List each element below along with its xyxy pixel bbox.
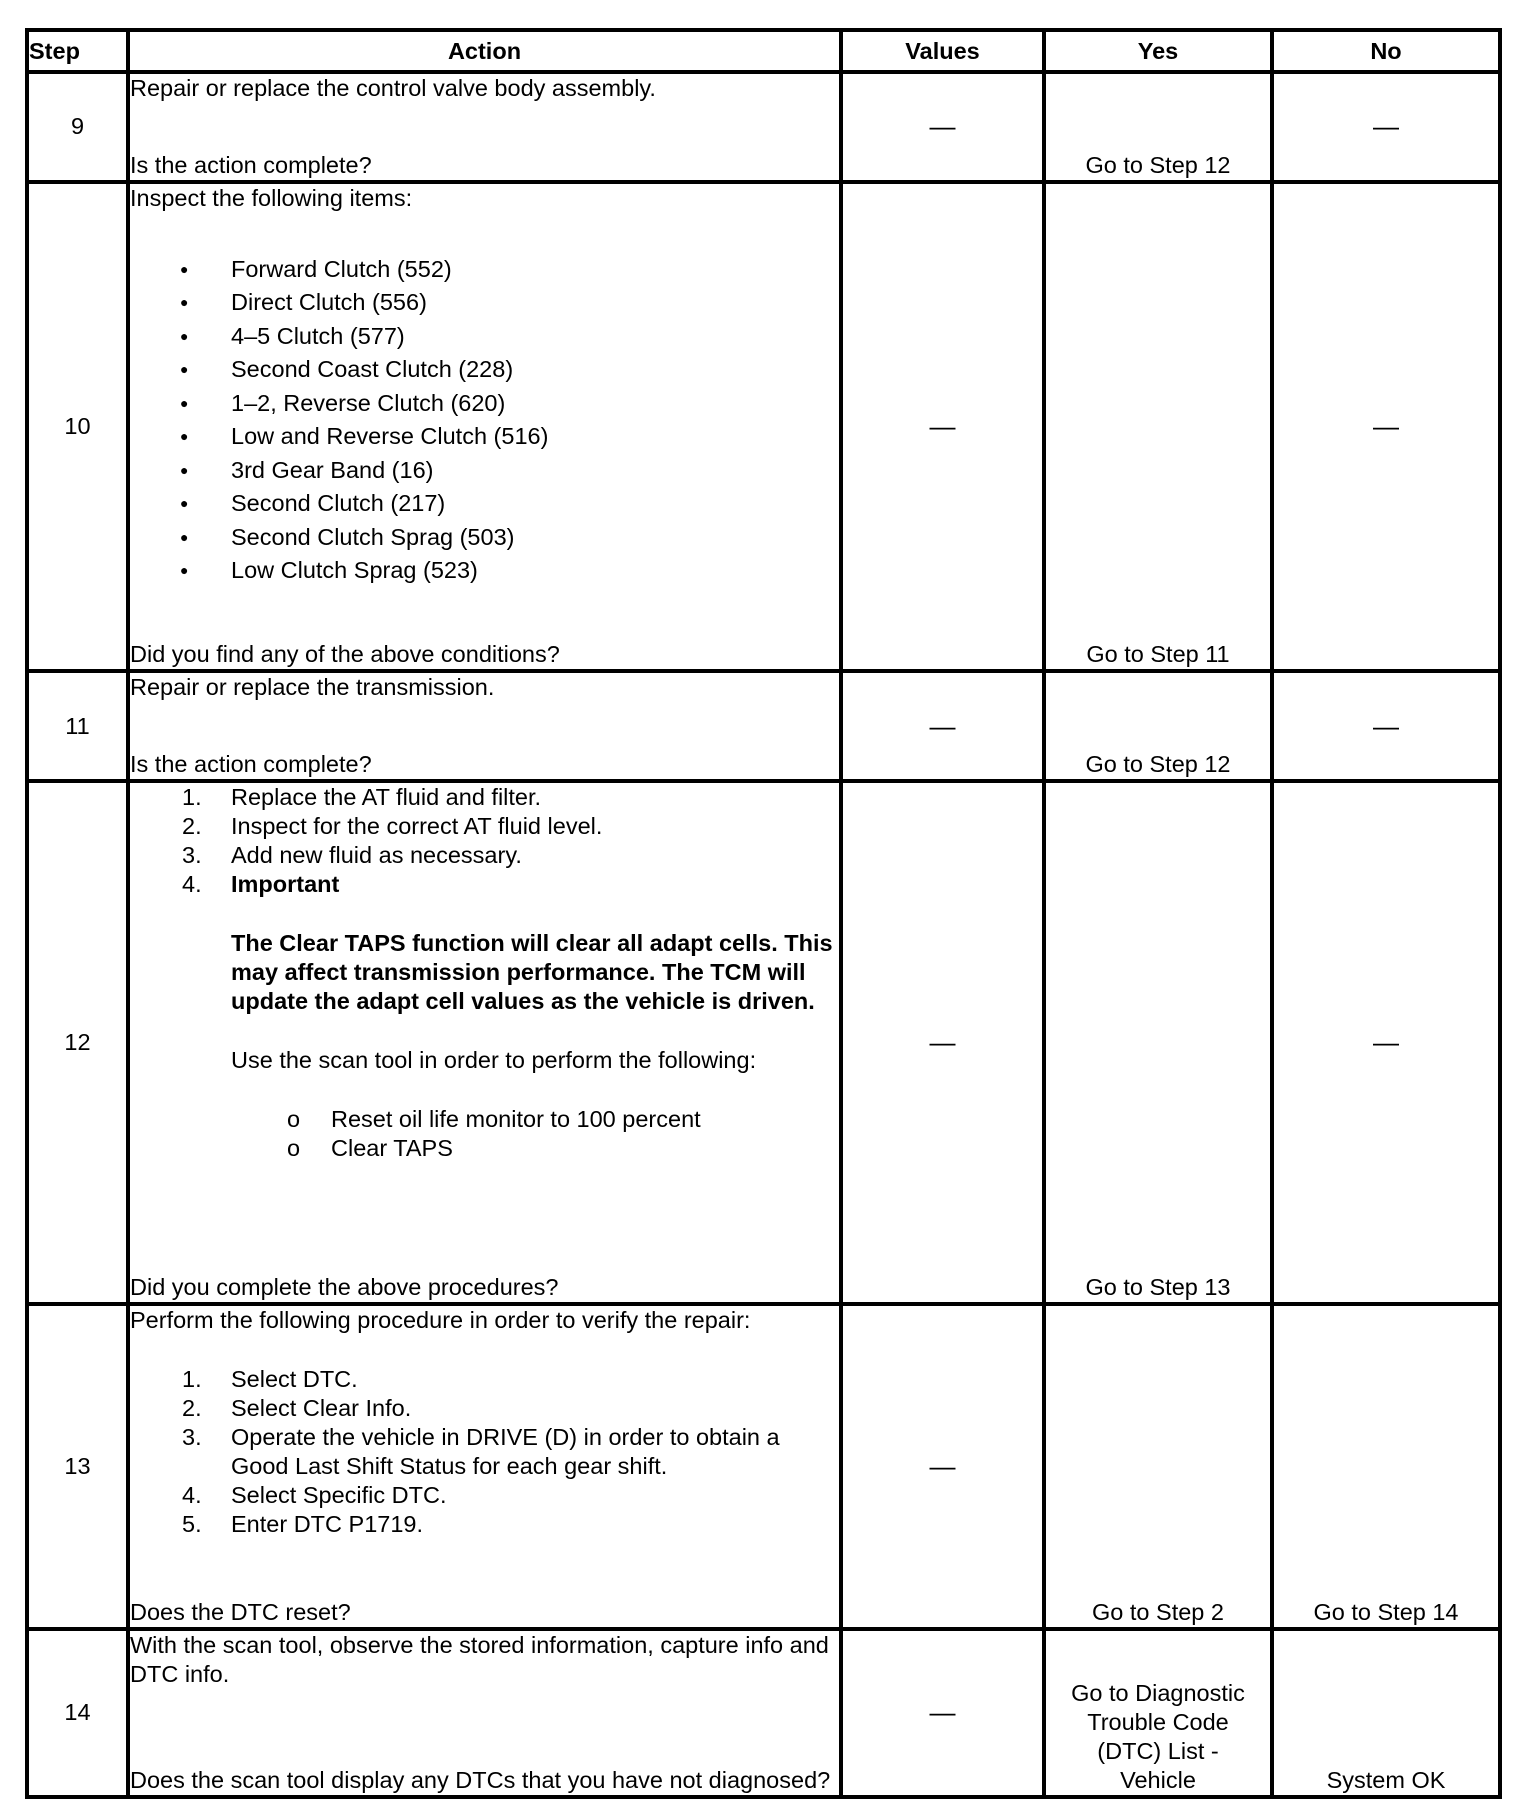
- list-item: 3. Operate the vehicle in DRIVE (D) in order to obtain a Good Last Shift Status for each gear shift.: [182, 1423, 780, 1479]
- action-text: With the scan tool, observe the stored information, capture info and DTC info.: [130, 1631, 829, 1687]
- yes-cell: Go to Step 12: [1044, 671, 1272, 781]
- values-cell: —: [841, 72, 1044, 182]
- list-item: 4. Important: [182, 870, 340, 897]
- header-row: [27, 30, 1500, 72]
- action-text: Repair or replace the transmission.: [130, 674, 495, 701]
- action-cell: [128, 781, 841, 1304]
- no-header: No: [1272, 30, 1500, 72]
- action-question: Is the action complete?: [130, 750, 372, 777]
- list-item: ● Low Clutch Sprag (523): [130, 554, 839, 588]
- values-cell: —: [841, 1629, 1044, 1797]
- values-cell: —: [841, 1304, 1044, 1629]
- procedure-list: [130, 1365, 839, 1539]
- yes-cell: Go to Step 2: [1044, 1304, 1272, 1629]
- list-item: ● Direct Clutch (556): [130, 286, 839, 320]
- yes-cell: Go to Step 11: [1044, 182, 1272, 671]
- procedure-list: [130, 783, 839, 899]
- step-number: 10: [27, 182, 128, 671]
- list-item: ● Second Coast Clutch (228): [130, 353, 839, 387]
- scan-tool-list: [130, 1105, 839, 1163]
- action-question: Did you complete the above procedures?: [130, 1273, 559, 1300]
- list-item: ● Second Clutch Sprag (503): [130, 521, 839, 555]
- table-row: [27, 781, 1500, 1304]
- list-item: ● Forward Clutch (552): [130, 253, 839, 287]
- action-text: Perform the following procedure in order to verify the repair:: [130, 1306, 751, 1333]
- step-number: 11: [27, 671, 128, 781]
- table-row: [27, 1629, 1500, 1797]
- step-header: Step: [27, 30, 128, 72]
- yes-cell: Go to Step 13: [1044, 781, 1272, 1304]
- action-question: Did you find any of the above conditions?: [130, 641, 560, 668]
- table-row: [27, 72, 1500, 182]
- scan-tool-instruction: Use the scan tool in order to perform the following:: [231, 1046, 757, 1073]
- no-cell: —: [1272, 182, 1500, 671]
- step-number: 9: [27, 72, 128, 182]
- action-text: Inspect the following items:: [130, 184, 413, 211]
- yes-cell: [1044, 1629, 1272, 1797]
- step-number: 14: [27, 1629, 128, 1797]
- list-item: 4. Select Specific DTC.: [182, 1481, 447, 1508]
- list-item: ● Low and Reverse Clutch (516): [130, 420, 839, 454]
- list-item: o Reset oil life monitor to 100 percent: [130, 1105, 839, 1134]
- action-header: Action: [128, 30, 841, 72]
- action-cell: [128, 182, 841, 671]
- no-cell: Go to Step 14: [1272, 1304, 1500, 1629]
- values-header: Values: [841, 30, 1044, 72]
- values-cell: —: [841, 781, 1044, 1304]
- action-cell: [128, 1304, 841, 1629]
- action-question: Does the scan tool display any DTCs that you have not diagnosed?: [130, 1767, 831, 1793]
- yes-header: Yes: [1044, 30, 1272, 72]
- action-cell: [128, 1629, 841, 1797]
- inspection-list: [130, 253, 839, 588]
- no-cell: —: [1272, 781, 1500, 1304]
- action-question: Is the action complete?: [130, 151, 372, 178]
- yes-cell: Go to Step 12: [1044, 72, 1272, 182]
- table-row: [27, 671, 1500, 781]
- no-cell: —: [1272, 671, 1500, 781]
- step-number: 12: [27, 781, 128, 1304]
- yes-link-text: Go to Diagnostic Trouble Code (DTC) List - Vehicle: [1071, 1680, 1245, 1793]
- action-question: Does the DTC reset?: [130, 1598, 351, 1625]
- table-row: [27, 1304, 1500, 1629]
- list-item: ● Second Clutch (217): [130, 487, 839, 521]
- no-cell: System OK: [1272, 1629, 1500, 1797]
- list-item: ● 1–2, Reverse Clutch (620): [130, 387, 839, 421]
- important-label: Important: [231, 870, 340, 897]
- list-item: o Clear TAPS: [130, 1134, 839, 1163]
- list-item: 1. Replace the AT fluid and filter.: [182, 783, 542, 810]
- step-number: 13: [27, 1304, 128, 1629]
- diagnostic-table: [25, 28, 1502, 1799]
- list-item: ● 3rd Gear Band (16): [130, 454, 839, 488]
- list-item: 2. Inspect for the correct AT fluid level.: [182, 812, 603, 839]
- list-item: ● 4–5 Clutch (577): [130, 320, 839, 354]
- action-cell: [128, 671, 841, 781]
- action-text: Repair or replace the control valve body assembly.: [130, 75, 656, 101]
- list-item: 1. Select DTC.: [182, 1365, 358, 1392]
- action-cell: [128, 72, 841, 182]
- no-cell: —: [1272, 72, 1500, 182]
- values-cell: —: [841, 182, 1044, 671]
- table-row: [27, 182, 1500, 671]
- list-item: 2. Select Clear Info.: [182, 1394, 412, 1421]
- list-item: 5. Enter DTC P1719.: [182, 1510, 424, 1537]
- values-cell: —: [841, 671, 1044, 781]
- important-note: The Clear TAPS function will clear all adapt cells. This may affect transmission performance. The TCM will update the adapt cell values as the vehicle is driven.: [231, 929, 833, 1014]
- list-item: 3. Add new fluid as necessary.: [182, 841, 522, 868]
